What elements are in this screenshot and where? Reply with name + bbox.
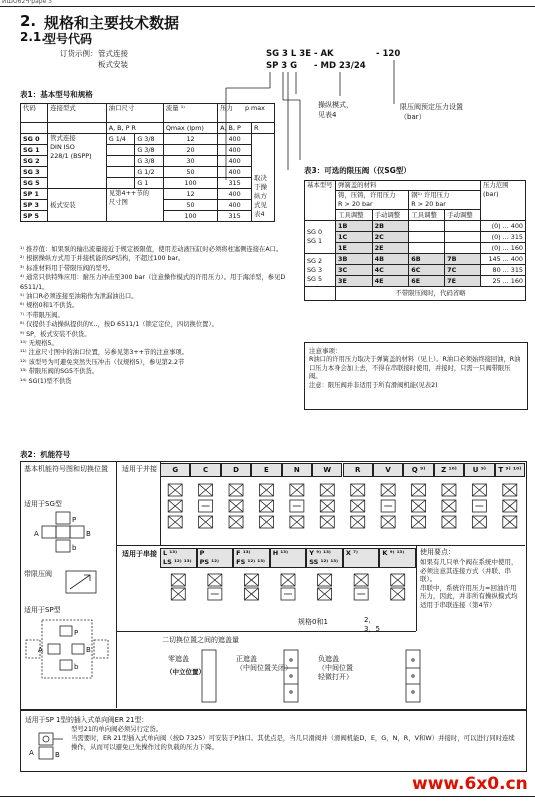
t1-code: SG 3 bbox=[21, 167, 48, 178]
t1-press: 400 bbox=[218, 156, 252, 167]
t3-cell: 6B bbox=[409, 254, 445, 265]
footnote: ¹²⁾ 该型号为可避免突然失压冲击（仅规格5），参见第2.2节 bbox=[20, 358, 185, 366]
series-symbol-mid bbox=[354, 588, 368, 600]
watermark: www.6x0.cn bbox=[412, 774, 528, 794]
t1-flow: 100 bbox=[163, 211, 217, 222]
parallel-symbol-top bbox=[503, 484, 517, 496]
usage-text: 如果有几只单个阀在系统中使用，必须注意其连接方式（并联、串联）。 串联中，系统许用压力=回油许用压力，因此，并非所有操纵模式均适用于串联连接（第4节） bbox=[420, 558, 518, 609]
sg-basic-symbol bbox=[28, 510, 108, 560]
t1-code: SG 0 bbox=[21, 134, 48, 145]
subsection-number: 2.1. bbox=[20, 30, 46, 44]
t1-sh-2: A, B, P R bbox=[106, 123, 163, 134]
t1-side-note: 取决于操纵方式见表4 bbox=[252, 134, 275, 222]
parallel-symbol-bot bbox=[229, 516, 243, 528]
parallel-symbol-top bbox=[199, 484, 213, 496]
parallel-code-10: U ⁹⁾ bbox=[464, 463, 494, 477]
t3-group2: SG 2 SG 3 SG 5 bbox=[305, 254, 336, 287]
t3-cell bbox=[409, 232, 445, 243]
parallel-symbol-top bbox=[168, 484, 182, 496]
t1-sh-0 bbox=[21, 123, 48, 134]
footnote: ⁶⁾ 规格0和1不供货。 bbox=[20, 302, 79, 310]
t3-prange: 压力范围 (bar) bbox=[481, 181, 526, 221]
overlap-symbols bbox=[200, 648, 430, 706]
parallel-symbol-bot bbox=[503, 516, 517, 528]
svg-text:B: B bbox=[86, 646, 91, 654]
order-example-label: 订货示例： bbox=[60, 49, 98, 58]
parallel-code-1: C bbox=[190, 463, 220, 477]
footnote: ²⁾ 根据操纵方式用于并接机能的SP结构，不超过100 bar。 bbox=[20, 255, 185, 263]
order-code-1-suffix: - 120 bbox=[376, 49, 401, 59]
t3-cell: 4E bbox=[372, 276, 409, 287]
t3-range: 80 ... 315 bbox=[481, 265, 526, 276]
order-example-pipe: 管式连接 bbox=[98, 49, 128, 58]
series-symbol-top bbox=[208, 574, 222, 586]
t1-code: SG 1 bbox=[21, 145, 48, 156]
series-symbol-mid bbox=[318, 588, 332, 600]
t1-port-r: G 1/2 bbox=[135, 167, 164, 178]
intermediate-label: 二切换位置之间的遮盖量 bbox=[162, 636, 239, 644]
positive-label: 正遮盖 （中间位置关闭） bbox=[236, 655, 292, 672]
t2-series-label: 适用于串接 bbox=[122, 550, 157, 558]
footnote: ³⁾ 标准材料用于带限压阀的型号。 bbox=[20, 264, 115, 272]
t3-cell: 4B bbox=[372, 254, 409, 265]
t3-cell: 2E bbox=[372, 243, 409, 254]
series-code-2: F ¹³⁾ FS ¹²⁾ ¹³⁾ bbox=[233, 548, 270, 568]
table2-caption: 表2：机能符号 bbox=[20, 450, 71, 459]
parallel-symbol-bot bbox=[259, 516, 273, 528]
t1-code: SG 5 bbox=[21, 178, 48, 189]
t1-h-conn: 连接型式 bbox=[48, 104, 107, 123]
parallel-symbol-mid bbox=[381, 500, 395, 512]
series-code-5: X ⁷⁾ bbox=[343, 548, 380, 568]
t2-divider bbox=[116, 461, 117, 708]
footnotes bbox=[20, 245, 290, 386]
t1-flow: 50 bbox=[163, 167, 217, 178]
t3-sub: 手动调整 bbox=[445, 210, 481, 221]
t3-cell: 2B bbox=[372, 221, 409, 232]
t3-rgt-b: R > 20 bar bbox=[411, 200, 446, 208]
parallel-code-7: V bbox=[373, 463, 403, 477]
svg-text:P: P bbox=[72, 516, 77, 524]
t1-size-sp: 见第4++节的 尺寸图 bbox=[106, 189, 163, 222]
t3-cell: 6C bbox=[409, 265, 445, 276]
parallel-symbol-top bbox=[259, 484, 273, 496]
t3-cell bbox=[305, 287, 336, 301]
parallel-symbol-top bbox=[351, 484, 365, 496]
t3-cell: 7B bbox=[445, 254, 481, 265]
t1-code: SP 5 bbox=[21, 211, 48, 222]
t1-port-a bbox=[106, 145, 135, 156]
series-symbol-mid bbox=[391, 588, 405, 600]
svg-text:B: B bbox=[55, 751, 60, 759]
footnote: ⁸⁾ 仅提供手动操纵提供的Y...，按D 6511/1（锁定定位，四切换位置）。 bbox=[20, 321, 218, 329]
footnote: ⁹⁾ SP，板式安装不供货。 bbox=[20, 330, 91, 338]
svg-text:b: b bbox=[72, 544, 77, 552]
t3-cell: 1C bbox=[336, 232, 373, 243]
note-text: R油口的许用压力取决于弹簧盖的材料（见上）。R油口必须始终接回油，R油口压力本身会加上去，不得在串联接时使用，并接时，只需一只阀带限压阀。 注意：限压阀并非适用于所有滑阀机能(见表2) bbox=[309, 356, 521, 389]
t3-cell: 1B bbox=[336, 221, 373, 232]
t3-range: (0) ... 315 bbox=[481, 232, 526, 243]
neutral-label: 零遮盖 bbox=[168, 655, 189, 663]
t1-port-a: G 1/4 bbox=[106, 134, 135, 145]
series-symbol-top bbox=[281, 574, 295, 586]
series-symbol-top bbox=[244, 574, 258, 586]
note-title: 注意事项： bbox=[309, 347, 342, 355]
parallel-code-5: W bbox=[312, 463, 342, 477]
t1-sh-1 bbox=[48, 123, 107, 134]
parallel-symbol-mid bbox=[199, 500, 213, 512]
parallel-symbol-mid bbox=[503, 500, 517, 512]
series-code-3: H ¹³⁾ bbox=[270, 548, 307, 568]
t3-col1: 基本型号 bbox=[305, 181, 336, 221]
series-symbol-mid bbox=[244, 588, 258, 600]
series-symbols bbox=[160, 572, 416, 622]
t1-port-r: G 1 bbox=[135, 178, 164, 189]
parallel-symbol-mid bbox=[290, 500, 304, 512]
series-symbol-top bbox=[391, 574, 405, 586]
t1-press: 400 bbox=[218, 145, 252, 156]
neutral-sub: （中立位置） bbox=[166, 668, 205, 676]
parallel-symbol-mid bbox=[442, 500, 456, 512]
t1-port-a bbox=[106, 167, 135, 178]
parallel-symbol-top bbox=[442, 484, 456, 496]
footnote: ⁷⁾ 不带限压阀。 bbox=[20, 311, 64, 319]
t1-press: 400 bbox=[218, 167, 252, 178]
t1-port-r: G 3/8 bbox=[135, 145, 164, 156]
svg-text:B: B bbox=[86, 530, 91, 538]
table3 bbox=[304, 180, 526, 301]
parallel-symbol-top bbox=[290, 484, 304, 496]
t1-h-pressure-label: 压力 bbox=[220, 104, 233, 112]
parallel-symbol-top bbox=[412, 484, 426, 496]
t3-cell: 3E bbox=[336, 276, 373, 287]
parallel-code-2: D bbox=[221, 463, 251, 477]
t1-flow: 30 bbox=[163, 156, 217, 167]
t3-range: (0) ... 160 bbox=[481, 243, 526, 254]
t3-cell: 3B bbox=[336, 254, 373, 265]
parallel-symbol-top bbox=[229, 484, 243, 496]
t3-cell: 2C bbox=[372, 232, 409, 243]
parallel-symbol-bot bbox=[442, 516, 456, 528]
order-example-plate: 板式安装 bbox=[98, 60, 128, 69]
parallel-symbol-bot bbox=[472, 516, 486, 528]
order-code-2: SP 3 G bbox=[266, 61, 298, 71]
subsection-title: 型号代码 bbox=[44, 32, 93, 46]
t3-cell: 7C bbox=[445, 265, 481, 276]
t1-press: 315 bbox=[218, 178, 252, 189]
t1-h-pmax: p max bbox=[244, 104, 265, 112]
sp-note-text: 型号21的单向阀必须另行定货。 当需要时，ER 21型插入式单向阀（按D 7325）可安装于P油口。其优点是，当几只滑阀并（滑阀机能D，E，G，N，R，V和W）并接时，可以进行同时连续操作，从而可以避免已先操作过的负载的压力下降。 bbox=[71, 725, 515, 751]
section-number: 2. bbox=[20, 12, 37, 30]
footnote: ¹⁴⁾ SG(1)型不供货 bbox=[20, 377, 72, 385]
sp-note-title: 适用于SP 1型的插入式单向阀ER 21型： bbox=[25, 716, 149, 724]
t2-parallel-label: 适用于并接 bbox=[122, 465, 157, 473]
t3-cell: 1E bbox=[336, 243, 373, 254]
series-symbol-mid bbox=[171, 588, 185, 600]
parallel-code-9: Z ¹⁰⁾ bbox=[434, 463, 464, 477]
t1-flow: 50 bbox=[163, 200, 217, 211]
t3-sub: 工具调整 bbox=[409, 210, 445, 221]
sp-note-box bbox=[20, 710, 527, 772]
t1-conn-sp: 板式安装 bbox=[48, 189, 107, 222]
annotation-mode: 操纵模式， 见表4 bbox=[318, 101, 353, 119]
series-code-6: K ⁹⁾ ¹³⁾ bbox=[379, 548, 416, 568]
t1-sh-4: A, B, P bbox=[218, 123, 252, 134]
parallel-symbols bbox=[160, 480, 525, 544]
footnote: ¹³⁾ 带限压阀的SG5不供货。 bbox=[20, 368, 99, 376]
parallel-code-3: E bbox=[251, 463, 281, 477]
t3-rgt-a: R > 20 bar bbox=[338, 200, 373, 208]
svg-text:A: A bbox=[29, 749, 34, 757]
series-symbol-top bbox=[318, 574, 332, 586]
parallel-symbol-top bbox=[320, 484, 334, 496]
footnote: ⁵⁾ 油口R必须连接至油箱作为泄漏油出口。 bbox=[20, 293, 138, 301]
usage-title: 使用要点： bbox=[420, 548, 455, 556]
sp-basic-symbol bbox=[22, 614, 116, 700]
page-header-line: ИШО62Ч·раре 3 bbox=[2, 0, 52, 5]
parallel-symbol-bot bbox=[168, 516, 182, 528]
parallel-symbol-top bbox=[472, 484, 486, 496]
t3-col2a-label: 铸，压铸，许用压力 bbox=[338, 191, 396, 199]
t3-sub: 手动调整 bbox=[372, 210, 409, 221]
t2-basic-label: 基本机能符号图和切换位置 bbox=[24, 465, 108, 473]
t3-no-valve: 不带限压阀时，代码省略 bbox=[336, 287, 526, 301]
t3-cell: 3C bbox=[336, 265, 373, 276]
t1-conn-sg-label: 管式连接 bbox=[50, 134, 76, 142]
footnote: ⁴⁾ 通常只供特殊应用：耐压力冲击至300 bar（注意操作模式的许用压力）。用于海洋型，参见D 6511/1。 bbox=[20, 274, 286, 291]
t1-h-code: 代码 bbox=[21, 104, 48, 123]
annotation-valve: 限压阀预定压力设置 （bar） bbox=[400, 103, 463, 121]
t3-col2: 弹簧盖的材料 bbox=[336, 181, 481, 191]
t1-flow: 12 bbox=[163, 134, 217, 145]
check-valve-symbol bbox=[27, 729, 71, 767]
parallel-symbol-mid bbox=[229, 500, 243, 512]
t2-for-sg: 适用于SG型 bbox=[24, 500, 62, 508]
t3-range: (0) ... 400 bbox=[481, 221, 526, 232]
parallel-symbol-bot bbox=[351, 516, 365, 528]
note-235: 2， 3，5 bbox=[364, 616, 380, 633]
parallel-symbol-bot bbox=[320, 516, 334, 528]
parallel-symbol-mid bbox=[351, 500, 365, 512]
t3-cell bbox=[445, 243, 481, 254]
t3-cell: 6E bbox=[409, 276, 445, 287]
parallel-code-0: G bbox=[160, 463, 190, 477]
note-box bbox=[304, 342, 528, 410]
parallel-symbol-mid bbox=[412, 500, 426, 512]
t1-press: 400 bbox=[218, 200, 252, 211]
t3-col2a bbox=[336, 191, 409, 210]
svg-text:b: b bbox=[74, 663, 79, 671]
series-symbol-top bbox=[171, 574, 185, 586]
note-spec01: 规格0和1 bbox=[298, 618, 328, 626]
series-code-4: Y ⁹⁾ ¹³⁾ SS ¹²⁾ ¹³⁾ bbox=[306, 548, 343, 568]
t1-flow: 12 bbox=[163, 189, 217, 200]
relief-valve-symbol bbox=[60, 565, 110, 601]
parallel-symbol-bot bbox=[199, 516, 213, 528]
table1 bbox=[20, 103, 275, 222]
t1-sh-3: Qmax (lpm) bbox=[163, 123, 217, 134]
series-code-0: L ¹³⁾ LS ¹²⁾ ¹³⁾ bbox=[160, 548, 197, 568]
t1-press: 400 bbox=[218, 189, 252, 200]
negative-label: 负遮盖 （中间位置 轻微打开） bbox=[318, 655, 353, 681]
t3-cell: 7E bbox=[445, 276, 481, 287]
series-symbol-top bbox=[354, 574, 368, 586]
t1-port-r: G 3/8 bbox=[135, 156, 164, 167]
parallel-symbol-bot bbox=[290, 516, 304, 528]
t1-code: SP 1 bbox=[21, 189, 48, 200]
svg-text:A: A bbox=[38, 646, 43, 654]
table1-caption: 表1：基本型号和规格 bbox=[20, 90, 93, 99]
t1-port-r: G 3/8 bbox=[135, 134, 164, 145]
t1-h-port: 油口尺寸 bbox=[106, 104, 163, 123]
section-title: 规格和主要技术数据 bbox=[44, 14, 180, 32]
t1-flow: 20 bbox=[163, 145, 217, 156]
parallel-symbol-mid bbox=[168, 500, 182, 512]
order-code-1: SG 3 L 3E - AK bbox=[266, 49, 334, 59]
t1-press: 315 bbox=[218, 211, 252, 222]
t1-port-a bbox=[106, 156, 135, 167]
t1-code: SP 3 bbox=[21, 200, 48, 211]
parallel-code-4: N bbox=[282, 463, 312, 477]
t1-sh-5: R bbox=[252, 123, 275, 134]
t3-sub: 工具调整 bbox=[336, 210, 373, 221]
t1-h-flow: 流量 ¹⁾ bbox=[163, 104, 217, 123]
parallel-symbol-top bbox=[381, 484, 395, 496]
t1-conn-sg bbox=[48, 134, 107, 189]
parallel-symbol-mid bbox=[259, 500, 273, 512]
footnote: ¹¹⁾ 注意尺寸图中的油口位置，另参见第3++节的注意事项。 bbox=[20, 349, 188, 357]
t3-cell bbox=[445, 232, 481, 243]
t3-cell bbox=[409, 243, 445, 254]
t3-group1: SG 0 SG 1 bbox=[305, 221, 336, 254]
svg-text:A: A bbox=[34, 530, 39, 538]
t1-code: SG 2 bbox=[21, 156, 48, 167]
t3-col2b-label: 钢¹⁾ 许用压力 bbox=[411, 191, 450, 199]
parallel-code-6: R bbox=[343, 463, 373, 477]
series-symbol-mid bbox=[281, 588, 295, 600]
t3-cell bbox=[409, 221, 445, 232]
parallel-symbol-mid bbox=[472, 500, 486, 512]
t3-range: 25 ... 160 bbox=[481, 276, 526, 287]
order-code-2-mid: - MD 23/24 bbox=[314, 61, 366, 71]
footnote: ¹⁰⁾ 无规格5。 bbox=[20, 340, 58, 348]
series-symbol-mid bbox=[208, 588, 222, 600]
t3-col2b bbox=[409, 191, 481, 210]
footer-rule bbox=[0, 796, 535, 797]
t1-press: 400 bbox=[218, 134, 252, 145]
parallel-symbol-bot bbox=[412, 516, 426, 528]
parallel-code-11: T ⁹⁾ ¹⁰⁾ bbox=[495, 463, 525, 477]
t1-conn-std: DIN ISO 228/1 (BSPP) bbox=[50, 143, 92, 160]
footnote: ¹⁾ 推荐值：如果泵的输出流量接近于规定极限值，使用差动液压缸时必须将柱塞侧连接在A口。 bbox=[20, 246, 283, 253]
t1-port-a bbox=[106, 178, 135, 189]
parallel-symbol-mid bbox=[320, 500, 334, 512]
t3-cell: 4C bbox=[372, 265, 409, 276]
t1-h-pressure bbox=[218, 104, 275, 123]
svg-text:P: P bbox=[74, 629, 79, 637]
t2-divider bbox=[416, 545, 417, 631]
t3-cell bbox=[445, 221, 481, 232]
t2-with-relief: 带限压阀 bbox=[24, 570, 52, 578]
t1-flow: 100 bbox=[163, 178, 217, 189]
table3-caption: 表3：可选的限压阀（仅SG型） bbox=[304, 166, 411, 175]
t2-divider bbox=[116, 545, 525, 546]
parallel-symbol-bot bbox=[381, 516, 395, 528]
series-code-1: P PS ¹²⁾ bbox=[197, 548, 234, 568]
parallel-code-8: Q ⁹⁾ bbox=[403, 463, 433, 477]
t2-for-sp: 适用于SP型 bbox=[24, 606, 61, 614]
t3-range: 145 ... 400 bbox=[481, 254, 526, 265]
